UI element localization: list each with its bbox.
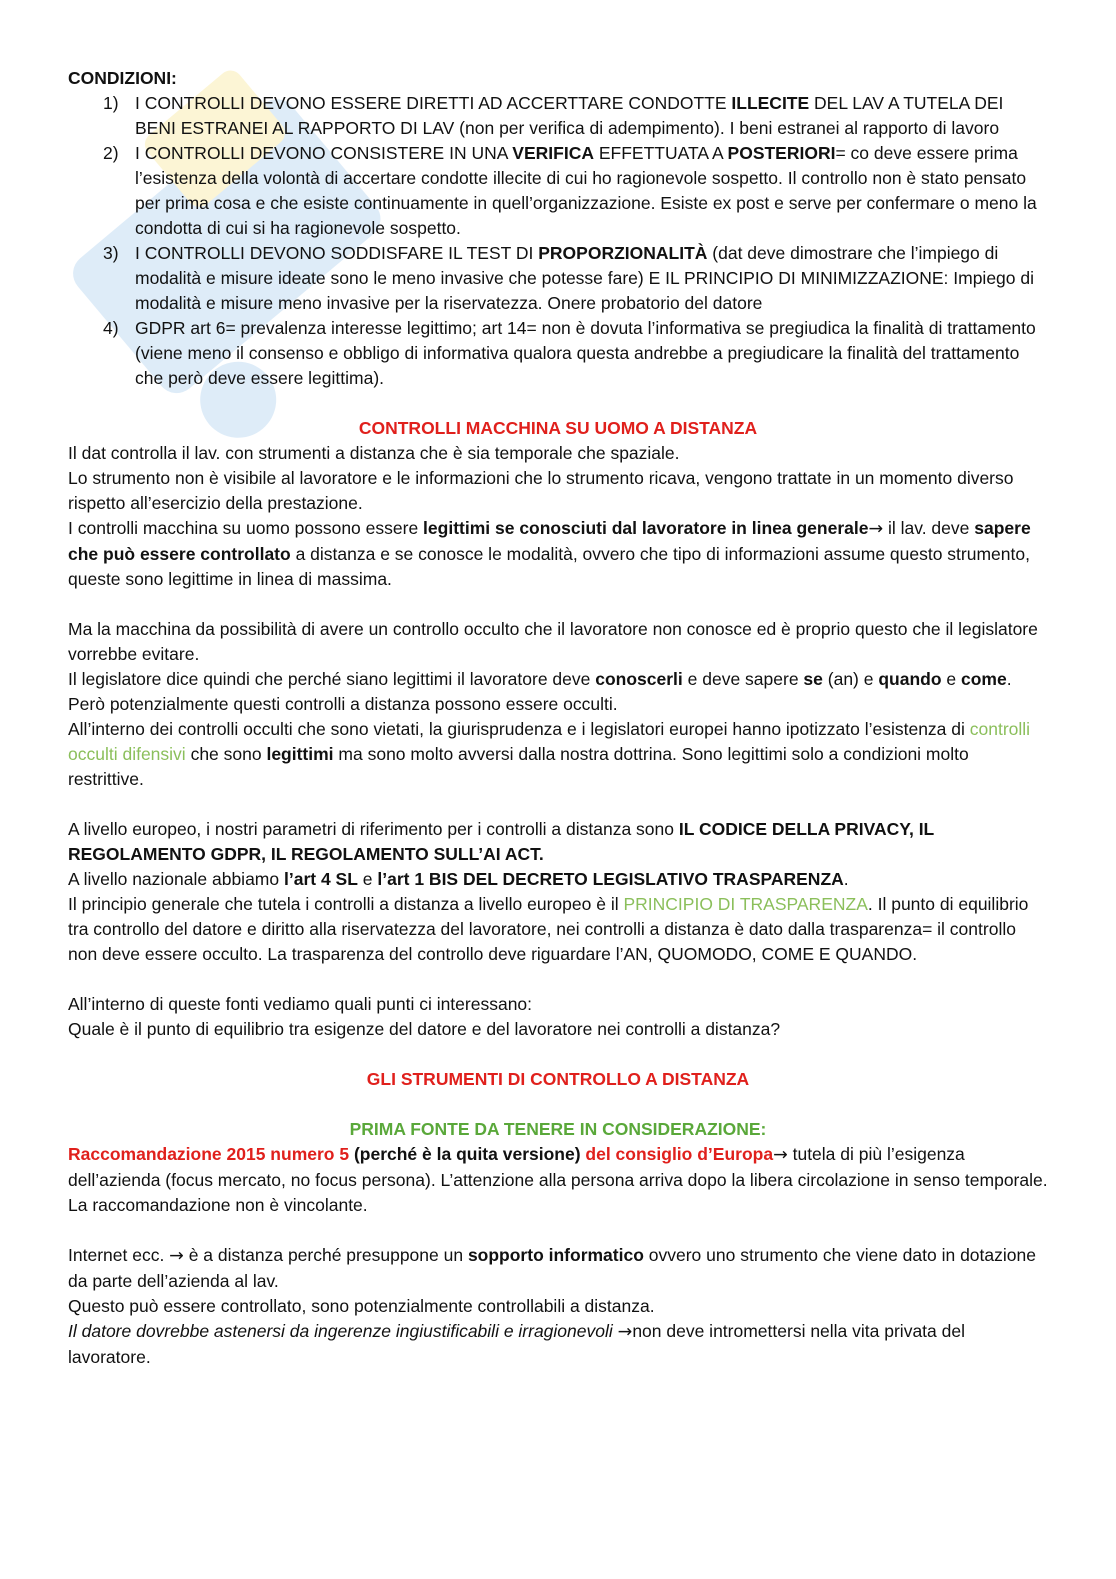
section-subheading-prima-fonte: PRIMA FONTE DA TENERE IN CONSIDERAZIONE: <box>349 1119 767 1139</box>
paragraph: Ma la macchina da possibilità di avere un controllo occulto che il lavoratore non conosce ed è proprio questo che il legislatore vorrebbe evitare. <box>68 619 1038 664</box>
section-heading-controlli-macchina: CONTROLLI MACCHINA SU UOMO A DISTANZA <box>358 418 758 438</box>
paragraph: Il legislatore dice quindi che perché siano legittimi il lavoratore deve conoscerli e deve sapere se (an) e quando e come. <box>68 669 1012 689</box>
arrow-right-icon: → <box>868 519 884 539</box>
paragraph: I controlli macchina su uomo possono essere legittimi se conosciuti dal lavoratore in linea generale→ il lav. deve sapere che può essere controllato a distanza e se conosce le modalità, ovvero che tipo di informazioni assume questo strumento, queste sono legittime in linea di massima. <box>68 518 1031 589</box>
arrow-right-icon: → <box>169 1246 184 1266</box>
arrow-right-icon: → <box>617 1322 633 1342</box>
paragraph: Quale è il punto di equilibrio tra esigenze del datore e del lavoratore nei controlli a distanza? <box>68 1019 781 1039</box>
paragraph: Il datore dovrebbe astenersi da ingerenze ingiustificabili e irragionevoli →non deve intromettersi nella vita privata del lavoratore. <box>68 1321 965 1367</box>
arrow-right-icon: → <box>773 1145 788 1165</box>
paragraph: Lo strumento non è visibile al lavoratore e le informazioni che lo strumento ricava, vengono trattate in un momento diverso rispetto all’esercizio della prestazione. <box>68 468 1014 513</box>
conditions-list <box>68 91 1048 391</box>
paragraph: Il principio generale che tutela i controlli a distanza a livello europeo è il PRINCIPIO DI TRASPARENZA. Il punto di equilibrio tra controllo del datore e diritto alla riservatezza del lavoratore, nei controlli a distanza è dato dalla trasparenza= il controllo non deve essere occulto. La trasparenza del controllo deve riguardare l’AN, QUOMODO, COME E QUANDO. <box>68 894 1029 964</box>
paragraph: Il dat controlla il lav. con strumenti a distanza che è sia temporale che spaziale. <box>68 443 680 463</box>
list-item: 4) GDPR art 6= prevalenza interesse legittimo; art 14= non è dovuta l’informativa se pregiudica la finalità di trattamento (viene meno il consenso e obbligo di informativa qualora questa andrebbe a pregiudicare la finalità del trattamento che però deve essere legittima). <box>103 318 1036 388</box>
paragraph: Questo può essere controllato, sono potenzialmente controllabili a distanza. <box>68 1296 655 1316</box>
paragraph: All’interno di queste fonti vediamo quali punti ci interessano: <box>68 994 533 1014</box>
conditions-heading: CONDIZIONI: <box>68 68 177 88</box>
list-item: 3) I CONTROLLI DEVONO SODDISFARE IL TEST DI PROPORZIONALITÀ (dat deve dimostrare che l’impiego di modalità e misure ideate sono le meno invasive che potesse fare) E IL PRINCIPIO DI MINIMIZZAZIONE: Impiego di modalità e misure meno invasive per la riservatezza. Onere probatorio del datore <box>103 243 1035 313</box>
list-item: 1) I CONTROLLI DEVONO ESSERE DIRETTI AD ACCERTTARE CONDOTTE ILLECITE DEL LAV A TUTELA DEI BENI ESTRANEI AL RAPPORTO DI LAV (non per verifica di adempimento). I beni estranei al rapporto di lavoro <box>103 93 1004 138</box>
paragraph: Raccomandazione 2015 numero 5 (perché è la quita versione) del consiglio d’Europa→ tutela di più l’esigenza dell’azienda (focus mercato, no focus persona). L’attenzione alla persona arriva dopo la libera circolazione in senso temporale. La raccomandazione non è vincolante. <box>68 1144 1048 1215</box>
document-page <box>68 66 1048 1370</box>
paragraph: A livello europeo, i nostri parametri di riferimento per i controlli a distanza sono IL CODICE DELLA PRIVACY, IL REGOLAMENTO GDPR, IL REGOLAMENTO SULL’AI ACT. <box>68 819 934 864</box>
section-heading-strumenti: GLI STRUMENTI DI CONTROLLO A DISTANZA <box>366 1069 750 1089</box>
list-item: 2) I CONTROLLI DEVONO CONSISTERE IN UNA VERIFICA EFFETTUATA A POSTERIORI= co deve essere prima l’esistenza della volontà di accertare condotte illecite di cui ho ragionevole sospetto. Il controllo non è stato pensato per prima cosa e che esiste continuamente in quell’organizzazione. Esiste ex post e serve per confermare o meno la condotta di cui si ha ragionevole sospetto. <box>103 143 1037 238</box>
paragraph: A livello nazionale abbiamo l’art 4 SL e l’art 1 BIS DEL DECRETO LEGISLATIVO TRASPARENZA. <box>68 869 849 889</box>
paragraph: Però potenzialmente questi controlli a distanza possono essere occulti. <box>68 694 618 714</box>
paragraph: Internet ecc. → è a distanza perché presuppone un sopporto informatico ovvero uno strumento che viene dato in dotazione da parte dell’azienda al lav. <box>68 1245 1036 1291</box>
paragraph: All’interno dei controlli occulti che sono vietati, la giurisprudenza e i legislatori europei hanno ipotizzato l’esistenza di controlli occulti difensivi che sono legittimi ma sono molto avversi dalla nostra dottrina. Sono legittimi solo a condizioni molto restrittive. <box>68 719 1031 789</box>
